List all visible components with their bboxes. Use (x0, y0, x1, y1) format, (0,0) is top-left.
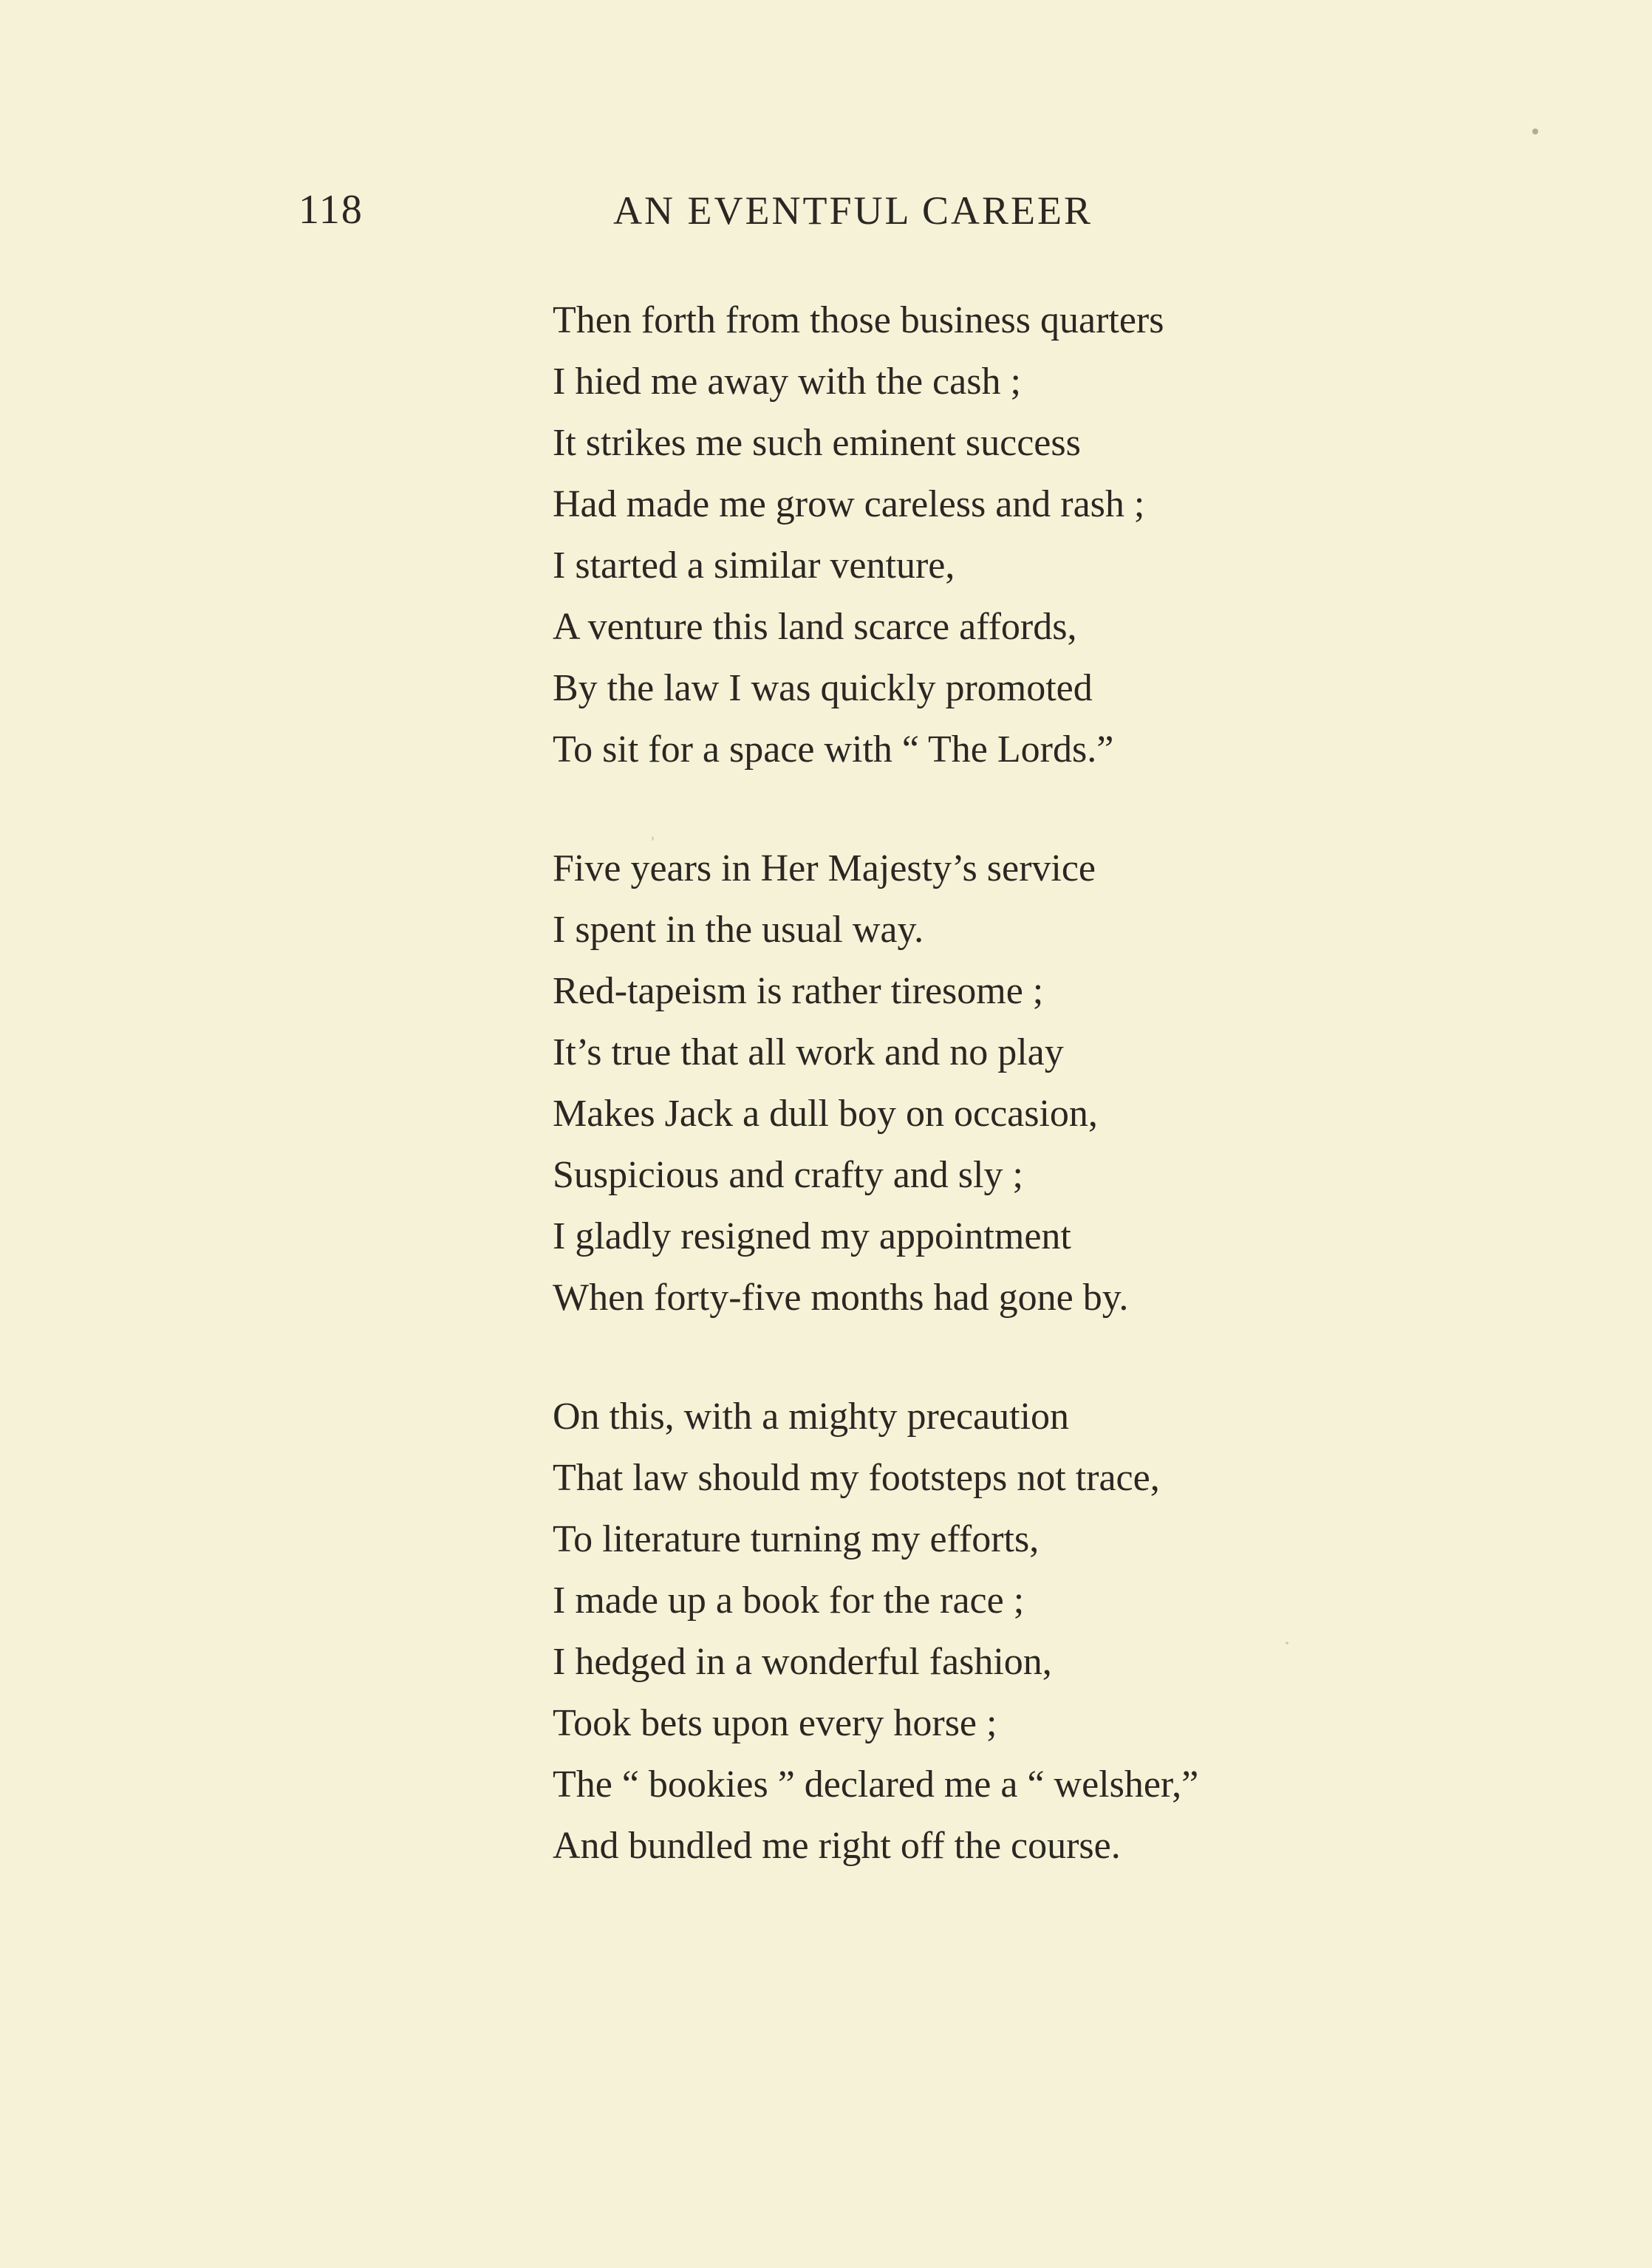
poem-line: On this, with a mighty precaution (553, 1396, 1070, 1438)
poem (553, 290, 1365, 1934)
stanza-3 (553, 1386, 1365, 1876)
poem-line: Red-tapeism is rather tiresome ; (553, 970, 1044, 1012)
poem-line: I gladly resigned my appointment (553, 1215, 1071, 1257)
poem-line: When forty-five months had gone by. (553, 1277, 1129, 1319)
poem-line: Had made me grow careless and rash ; (553, 483, 1145, 525)
stanza-2 (553, 838, 1365, 1328)
poem-line: To sit for a space with “ The Lords.” (553, 728, 1114, 771)
poem-line: The “ bookies ” declared me a “ welsher,” (553, 1763, 1199, 1806)
poem-line: It strikes me such eminent success (553, 422, 1081, 464)
paper-speck (652, 836, 654, 841)
poem-line: A venture this land scarce affords, (553, 606, 1077, 648)
poem-line: By the law I was quickly promoted (553, 667, 1093, 709)
paper-speck (1286, 1642, 1289, 1644)
poem-line: To literature turning my efforts, (553, 1518, 1040, 1560)
poem-line: I started a similar venture, (553, 544, 955, 587)
poem-line: I spent in the usual way. (553, 909, 924, 951)
poem-line: That law should my footsteps not trace, (553, 1457, 1160, 1499)
page-number: 118 (298, 187, 363, 233)
poem-line: Then forth from those business quarters (553, 299, 1164, 341)
poem-line: Took bets upon every horse ; (553, 1702, 997, 1744)
poem-line: I hedged in a wonderful fashion, (553, 1641, 1052, 1683)
running-title: AN EVENTFUL CAREER (613, 188, 1093, 233)
stanza-1 (553, 290, 1365, 780)
poem-line: It’s true that all work and no play (553, 1031, 1064, 1073)
poem-line: And bundled me right off the course. (553, 1825, 1121, 1867)
paper-speck (1532, 129, 1538, 134)
poem-line: I made up a book for the race ; (553, 1579, 1025, 1622)
poem-line: Makes Jack a dull boy on occasion, (553, 1093, 1098, 1135)
poem-line: Five years in Her Majesty’s service (553, 847, 1096, 889)
poem-line: Suspicious and crafty and sly ; (553, 1154, 1023, 1196)
poem-line: I hied me away with the cash ; (553, 361, 1021, 403)
